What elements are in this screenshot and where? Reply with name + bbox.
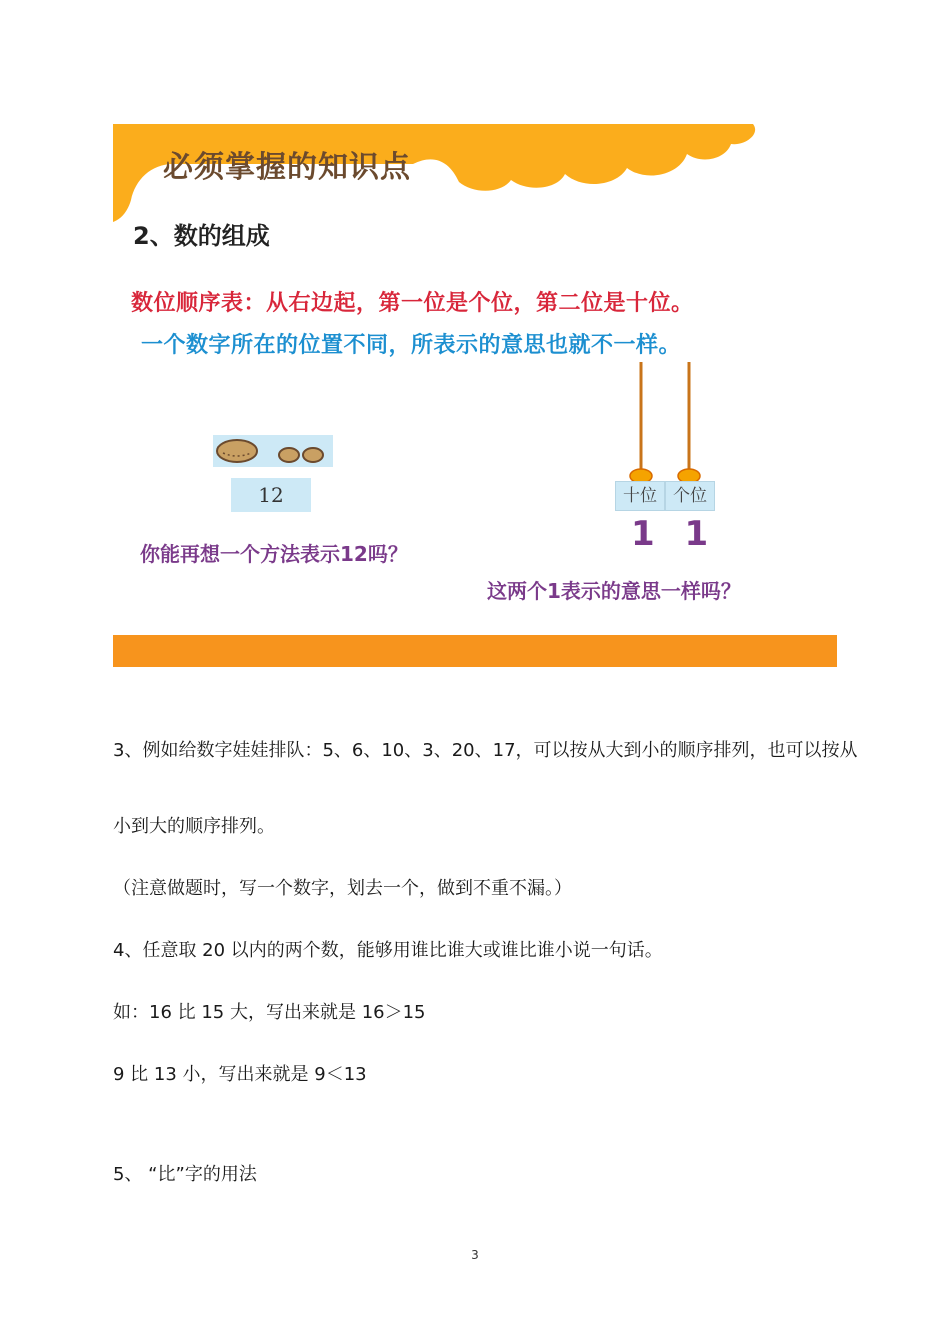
abacus-digits: 1 1 bbox=[631, 514, 711, 554]
slide-header-title: 必须掌握的知识点 bbox=[163, 150, 411, 185]
example-1: 如：16 比 15 大，写出来就是 16＞15 bbox=[113, 1002, 426, 1023]
knowledge-slide-image bbox=[113, 124, 837, 667]
place-meaning-rule-line: 一个数字所在的位置不同，所表示的意思也就不一样。 bbox=[141, 333, 682, 358]
abacus-place-labels bbox=[615, 481, 715, 509]
paragraph-5: 5、 “比”字的用法 bbox=[113, 1164, 257, 1185]
paragraph-3-line-1: 3、例如给数字娃娃排队：5、6、10、3、20、17，可以按从大到小的顺序排列，也可以按从 bbox=[113, 740, 858, 761]
question-same-meaning: 这两个1表示的意思一样吗？ bbox=[487, 579, 741, 603]
page-number: 3 bbox=[471, 1248, 479, 1262]
ones-place-label: 个位 bbox=[665, 481, 715, 511]
question-represent-twelve: 你能再想一个方法表示12吗？ bbox=[140, 542, 408, 566]
tens-place-label: 十位 bbox=[615, 481, 665, 511]
slide-footer-bar bbox=[113, 635, 837, 667]
place-value-rule-line: 数位顺序表：从右边起，第一位是个位，第二位是十位。 bbox=[131, 291, 694, 316]
number-twelve-box: 12 bbox=[231, 478, 311, 512]
note-paragraph: （注意做题时，写一个数字，划去一个，做到不重不漏。） bbox=[113, 878, 572, 899]
stones-icon bbox=[213, 435, 333, 467]
paragraph-4: 4、任意取 20 以内的两个数，能够用谁比谁大或谁比谁小说一句话。 bbox=[113, 940, 663, 961]
stones-illustration bbox=[213, 435, 333, 467]
example-2: 9 比 13 小，写出来就是 9＜13 bbox=[113, 1064, 367, 1085]
abacus-rods-icon bbox=[613, 362, 713, 486]
section-heading: 2、数的组成 bbox=[133, 222, 270, 250]
paragraph-3-line-2: 小到大的顺序排列。 bbox=[113, 816, 275, 837]
